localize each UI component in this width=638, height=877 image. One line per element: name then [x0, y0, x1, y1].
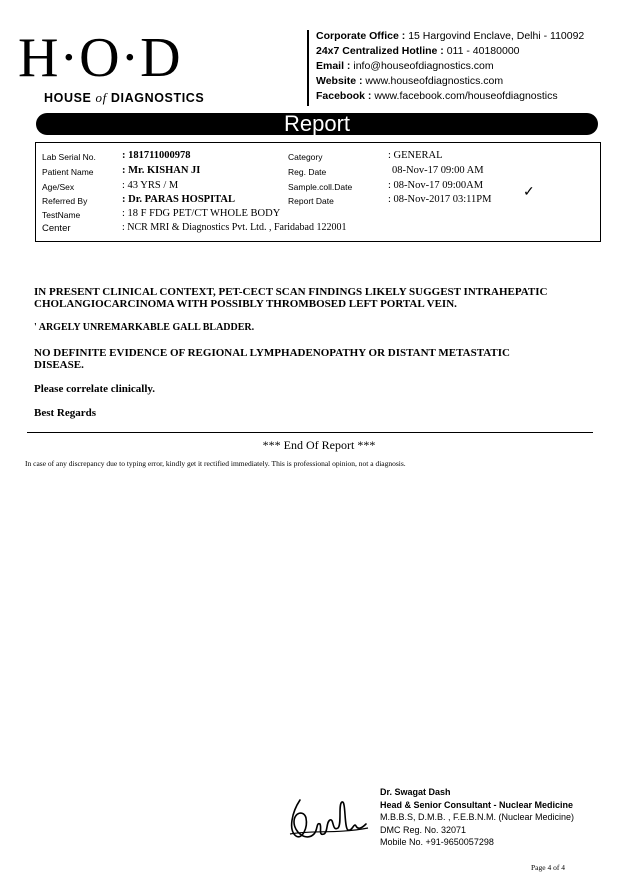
impression-line-2: CHOLANGIOCARCINOMA WITH POSSIBLY THROMBOSED LEFT PORTAL VEIN. — [34, 298, 457, 310]
patient-name-value: : Mr. KISHAN JI — [122, 165, 201, 176]
contact-website: Website : www.houseofdiagnostics.com — [316, 75, 504, 87]
contact-facebook: Facebook : www.facebook.com/houseofdiagnostics — [316, 90, 558, 102]
logo-house: HOUSE — [44, 91, 92, 105]
logo-tagline — [44, 90, 204, 106]
doctor-mobile: Mobile No. +91-9650057298 — [380, 837, 494, 847]
age-sex-label: Age/Sex — [42, 182, 75, 192]
report-date-value: : 08-Nov-2017 03:11PM — [388, 194, 492, 205]
check-mark: ✓ — [523, 185, 535, 200]
testname-label: TestName — [42, 210, 81, 220]
contact-corporate: Corporate Office : 15 Hargovind Enclave, Delhi - 110092 — [316, 30, 585, 42]
referred-by-value: : Dr. PARAS HOSPITAL — [122, 194, 235, 205]
disclaimer: In case of any discrepancy due to typing error, kindly get it rectified immediately. This is professional opinion, not a diagnosis. — [25, 459, 406, 468]
doctor-dmc: DMC Reg. No. 32071 — [380, 824, 467, 835]
lab-serial-label: Lab Serial No. — [42, 152, 96, 162]
lymph-line-2: DISEASE. — [34, 359, 84, 371]
center-label: Center — [42, 223, 71, 234]
hod-logo: H·O·D — [18, 27, 182, 89]
patient-name-label: Patient Name — [42, 167, 94, 177]
page-number: Page 4 of 4 — [531, 863, 565, 872]
logo-diagnostics: DIAGNOSTICS — [110, 91, 205, 105]
report-title: Report — [283, 111, 351, 136]
lab-serial-value: : 181711000978 — [122, 150, 191, 161]
gall-bladder-finding: ' ARGELY UNREMARKABLE GALL BLADDER. — [34, 322, 255, 333]
doctor-qualifications: M.B.B.S, D.M.B. , F.E.B.N.M. (Nuclear Medicine) — [380, 812, 575, 822]
age-sex-value: : 43 YRS / M — [122, 180, 179, 191]
category-label: Category — [288, 152, 323, 162]
signature-image — [282, 782, 372, 852]
logo-of: of — [95, 90, 107, 105]
reg-date-value: 08-Nov-17 09:00 AM — [392, 165, 484, 176]
referred-by-label: Referred By — [42, 196, 88, 206]
contact-hotline: 24x7 Centralized Hotline : 011 - 40180000 — [316, 45, 520, 57]
lymph-line-1: NO DEFINITE EVIDENCE OF REGIONAL LYMPHADENOPATHY OR DISTANT METASTATIC — [34, 347, 510, 359]
doctor-title: Head & Senior Consultant - Nuclear Medicine — [380, 799, 574, 810]
header-divider — [307, 30, 309, 106]
sample-date-value: : 08-Nov-17 09:00AM — [388, 180, 484, 191]
reg-date-label: Reg. Date — [288, 167, 327, 177]
doctor-block — [380, 786, 574, 849]
report-date-label: Report Date — [288, 196, 334, 206]
contact-email: Email : info@houseofdiagnostics.com — [316, 60, 494, 72]
sample-date-label: Sample.coll.Date — [288, 182, 353, 192]
impression-line-1: IN PRESENT CLINICAL CONTEXT, PET-CECT SCAN FINDINGS LIKELY SUGGEST INTRAHEPATIC — [34, 286, 548, 298]
testname-value: : 18 F FDG PET/CT WHOLE BODY — [122, 208, 281, 219]
correlate-note: Please correlate clinically. — [34, 383, 156, 395]
best-regards: Best Regards — [34, 407, 97, 419]
category-value: : GENERAL — [388, 150, 443, 161]
center-value: : NCR MRI & Diagnostics Pvt. Ltd. , Faridabad 122001 — [122, 222, 347, 233]
end-divider — [27, 432, 593, 433]
end-of-report: *** End Of Report *** — [262, 438, 376, 452]
contact-block — [316, 29, 584, 104]
doctor-name: Dr. Swagat Dash — [380, 787, 451, 797]
